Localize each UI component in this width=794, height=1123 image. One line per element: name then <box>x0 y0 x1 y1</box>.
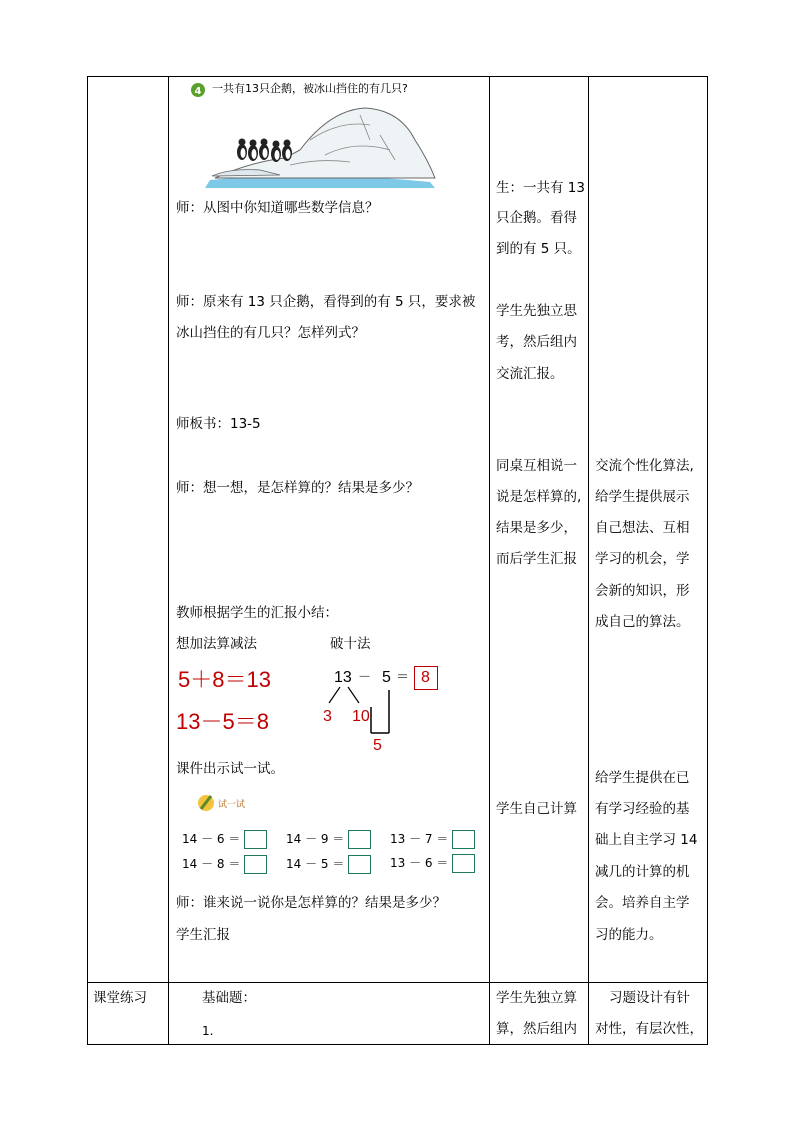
break-ten-part-3: 3 <box>323 708 332 725</box>
intent-3-line-2: 对性，有层次性， <box>595 1021 703 1037</box>
exercise-grid <box>176 829 486 875</box>
answer-box[interactable] <box>452 854 475 873</box>
method-addition-to-subtraction: 想加法算减法 <box>176 636 257 652</box>
break-ten-lines <box>318 665 448 755</box>
col-border-1 <box>168 76 169 1045</box>
intent-1-line-4: 学习的机会，学 <box>595 551 690 567</box>
col-border-left <box>87 76 88 1045</box>
break-ten-part-5: 5 <box>373 737 382 754</box>
student-activity-3-line-3: 结果是多少， <box>496 520 577 536</box>
break-ten-diagram <box>318 665 448 755</box>
break-ten-equals: ＝ <box>396 670 410 685</box>
table-bottom-border <box>87 1044 708 1045</box>
student-activity-5-line-2: 算，然后组内 <box>496 1021 577 1037</box>
break-ten-part-10: 10 <box>352 708 370 725</box>
row-divider <box>87 982 708 983</box>
exercise-item-1: 1. <box>202 1024 214 1038</box>
table-top-border <box>87 76 708 77</box>
intent-2-line-5: 会。培养自主学 <box>595 895 690 911</box>
intent-2-line-3: 础上自主学习 14 <box>595 832 698 848</box>
student-answer-1-line-2: 只企鹅。看得 <box>496 210 577 226</box>
method-break-ten: 破十法 <box>330 636 371 652</box>
student-activity-2-line-3: 交流汇报。 <box>496 366 564 382</box>
teacher-question-2-line-1: 师：原来有 13 只企鹅，看得到的有 5 只，要求被 <box>176 294 476 310</box>
answer-box[interactable] <box>348 855 371 874</box>
svg-text:4: 4 <box>194 86 202 97</box>
student-activity-3-line-1: 同桌互相说一 <box>496 458 577 474</box>
exercise-r2-c1: 14 － 8 ＝ <box>182 857 241 871</box>
equation-addition: 5＋8＝13 <box>178 667 271 692</box>
courseware-instruction: 课件出示试一试。 <box>176 761 284 777</box>
try-it-badge <box>196 791 256 815</box>
student-activity-3-line-2: 说是怎样算的, <box>496 489 582 505</box>
intent-1-line-5: 会新的知识，形 <box>595 583 690 599</box>
intent-2-line-2: 有学习经验的基 <box>595 801 690 817</box>
student-activity-3-line-4: 而后学生汇报 <box>496 551 577 567</box>
teacher-question-1: 师：从图中你知道哪些数学信息？ <box>176 200 379 216</box>
intent-2-line-6: 习的能力。 <box>595 927 663 943</box>
student-activity-4: 学生自己计算 <box>496 801 577 817</box>
exercise-r1-c1: 14 － 6 ＝ <box>182 832 241 846</box>
teacher-board-writing: 师板书：13-5 <box>176 416 261 432</box>
break-ten-subtrahend: 5 <box>382 669 391 686</box>
break-ten-minuend: 13 <box>334 669 352 686</box>
student-activity-5-line-1: 学生先独立算 <box>496 990 577 1006</box>
answer-box[interactable] <box>244 855 267 874</box>
basic-questions-heading: 基础题： <box>202 990 256 1006</box>
student-activity-2-line-2: 考，然后组内 <box>496 334 577 350</box>
col-border-2 <box>489 76 490 1045</box>
intent-1-line-3: 自己想法、互相 <box>595 520 690 536</box>
image-caption: 一共有13只企鹅，被冰山挡住的有几只? <box>212 82 408 95</box>
intent-3-line-1: 习题设计有针 <box>609 990 690 1006</box>
intent-1-line-2: 给学生提供展示 <box>595 489 690 505</box>
section-classroom-practice: 课堂练习 <box>93 990 147 1006</box>
col-border-right <box>707 76 708 1045</box>
break-ten-operator: － <box>358 670 372 685</box>
answer-box[interactable] <box>348 830 371 849</box>
student-answer-1-line-3: 到的有 5 只。 <box>496 241 581 257</box>
student-activity-2-line-1: 学生先独立思 <box>496 303 577 319</box>
pencil-icon <box>196 791 216 815</box>
intent-2-line-4: 减几的计算的机 <box>595 864 690 880</box>
answer-box[interactable] <box>244 830 267 849</box>
exercise-r1-c2: 14 － 9 ＝ <box>286 832 345 846</box>
intent-1-line-1: 交流个性化算法, <box>595 458 694 474</box>
answer-box[interactable] <box>452 830 475 849</box>
exercise-r2-c2: 14 － 5 ＝ <box>286 857 345 871</box>
equation-subtraction: 13－5＝8 <box>176 709 269 734</box>
intent-1-line-6: 成自己的算法。 <box>595 614 690 630</box>
teacher-summary: 教师根据学生的汇报小结： <box>176 605 338 621</box>
intent-2-line-1: 给学生提供在已 <box>595 770 690 786</box>
teacher-question-4: 师：谁来说一说你是怎样算的？结果是多少？ <box>176 895 446 911</box>
teacher-question-2-line-2: 冰山挡住的有几只？怎样列式？ <box>176 325 365 341</box>
exercise-r1-c3: 13 － 7 ＝ <box>390 832 449 846</box>
try-it-label: 试一试 <box>218 800 246 810</box>
student-report: 学生汇报 <box>176 927 230 943</box>
student-answer-1-line-1: 生：一共有 13 <box>496 180 585 196</box>
col-border-3 <box>588 76 589 1045</box>
break-ten-result: 8 <box>421 669 430 686</box>
exercise-r2-c3: 13 － 6 ＝ <box>390 856 449 870</box>
teacher-question-3: 师：想一想，是怎样算的？结果是多少？ <box>176 480 419 496</box>
